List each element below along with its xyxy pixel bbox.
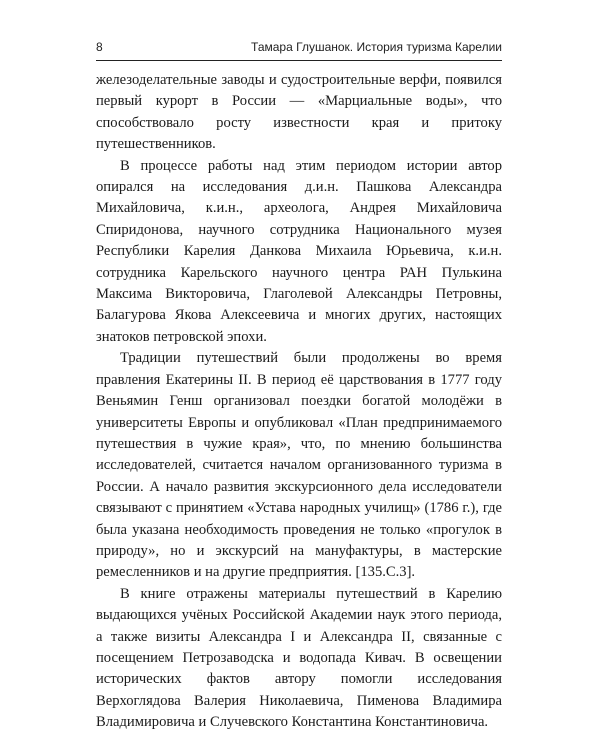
running-header bbox=[96, 38, 502, 61]
page-number: 8 bbox=[96, 40, 103, 54]
paragraph-research-sources: В процессе работы над этим периодом истории автор опирался на исследования д.и.н. Пашкова Александра Михайловича, к.и.н., археолога, Андрея Михайловича Спиридонова, научного сотрудника Национального музея Республики Карелия Данкова Михаила Юрьевича, к.и.н. сотрудника Карельского научного центра РАН Пулькина Максима Викторовича, Глаголевой Александры Петровны, Балагурова Якова Алексеевича и многих других, настоящих знатоков петровской эпохи. bbox=[96, 157, 502, 345]
paragraph-book-contents: В книге отражены материалы путешествий в Карелию выдающихся учёных Российской Академии наук этого периода, а также визиты Александра I и Александра II, связанные с посещением Петрозаводска и водопада Кивач. В освещении исторических фактов автору помогли исследования Верхоглядова Валерия Николаевича, Пименова Владимира Владимировича и Случевского Константина Константиновича. bbox=[96, 585, 502, 731]
paragraph-continuation: железоделательные заводы и судостроительные верфи, появился первый курорт в России — «Марциальные воды», что способствовало росту известности края и притоку путешественников. bbox=[96, 72, 502, 153]
body-text bbox=[96, 70, 502, 734]
running-title: Тамара Глушанок. История туризма Карелии bbox=[251, 40, 502, 54]
paragraph-catherine-era: Традиции путешествий были продолжены во время правления Екатерины II. В период её царствования в 1777 году Веньямин Генш организовал поездки богатой молодёжи в университеты Европы и опубликовал «План предпринимаемого путешествия в чужие края», что, по мнению большинства исследователей, считается началом организованного туризма в России. А начало развития экскурсионного дела исследователи связывают с принятием «Устава народных училищ» (1786 г.), где была указана необходимость проведения не только «прогулок в природу», но и экскурсий на мануфактуры, в мастерские ремесленников и на другие предприятия. [135.С.3]. bbox=[96, 350, 502, 581]
